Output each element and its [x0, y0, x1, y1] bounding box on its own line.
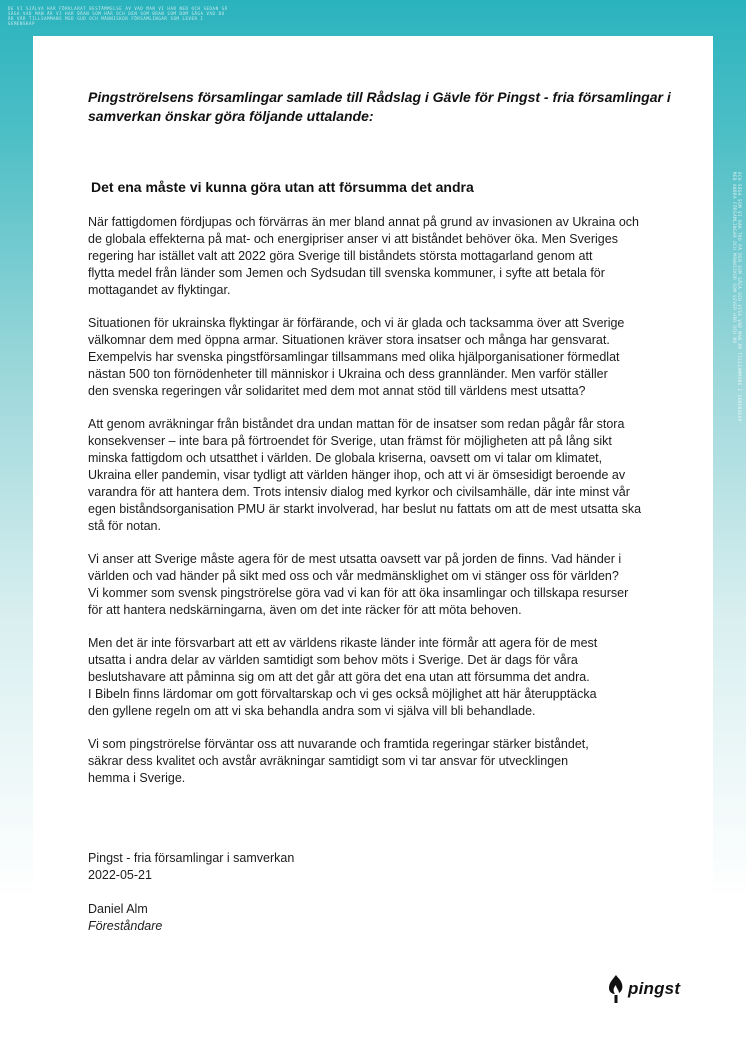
body-line: Situationen för ukrainska flyktingar är förfärande, och vi är glada och tacksamma över att Sverige: [88, 316, 625, 330]
body-line: mottagandet av flyktingar.: [88, 283, 231, 297]
signoff-organization: Pingst - fria församlingar i samverkan: [88, 851, 295, 865]
body-line: varandra för att hantera dem. Trots intensiv dialog med kyrkor och civilsamhälle, där inte minst vår: [88, 485, 630, 499]
body-line: världen och vad händer på sikt med oss och vår medmänsklighet om vi stänger oss för världen?: [88, 569, 619, 583]
body-line: nästan 500 ton förnödenheter till människor i Ukraina och dess grannländer. Men varför ställer: [88, 367, 608, 381]
body-paragraph: [88, 736, 688, 787]
body-line: Vi anser att Sverige måste agera för de mest utsatta oavsett var på jorden de finns. Vad händer i: [88, 552, 622, 566]
letter-body: [88, 214, 688, 803]
body-line: Exempelvis har svenska pingstförsamlingar tillsammans med olika hjälporganisationer förmedlat: [88, 350, 620, 364]
body-line: Att genom avräkningar från biståndet dra undan mattan för de insatser som redan pågår får stora: [88, 417, 625, 431]
signer-role: Föreståndare: [88, 919, 163, 933]
signoff-date: 2022-05-21: [88, 868, 152, 882]
body-line: utsatta i andra delar av världen samtidigt som behov möts i Sverige. Det är dags för våra: [88, 653, 578, 667]
body-line: den svenska regeringen vår solidaritet med dem mot annat stöd till världens mest utsatta?: [88, 384, 586, 398]
body-line: Men det är inte försvarbart att ett av världens rikaste länder inte förmår att agera för de mest: [88, 636, 598, 650]
body-line: beslutshavare att påminna sig om att det går att göra det ena utan att försumma det andra.: [88, 670, 590, 684]
body-line: den gyllene regeln om att vi ska behandla andra som vi själva vill bli behandlade.: [88, 704, 536, 718]
signoff-signer-block: [88, 901, 488, 935]
heading-line: samverkan önskar göra följande uttalande:: [88, 108, 374, 124]
body-line: de globala effekterna på mat- och energipriser anser vi att biståndet behöver öka. Men Sveriges: [88, 232, 618, 246]
pingst-flame-icon: [607, 974, 625, 1004]
body-line: för att hantera nedskärningarna, även om det inte räcker för att möta behoven.: [88, 603, 522, 617]
body-line: I Bibeln finns lärdomar om gott förvaltarskap och vi ges också möjlighet att här återupptäcka: [88, 687, 597, 701]
pingst-logo: [607, 972, 680, 1006]
body-line: säkrar dess kvalitet och avstår avräkningar samtidigt som vi tar ansvar för utvecklingen: [88, 754, 569, 768]
pingst-wordmark: pingst: [628, 979, 681, 998]
body-line: När fattigdomen fördjupas och förvärras än mer bland annat på grund av invasionen av Ukraina och: [88, 215, 640, 229]
body-line: minska fattigdom och utsatthet i världen. De globala kriserna, oavsett om vi talar om klimatet,: [88, 451, 603, 465]
letter-subheading: Det ena måste vi kunna göra utan att försumma det andra: [91, 179, 474, 195]
body-line: Vi kommer som svensk pingströrelse göra vad vi kan för att öka insamlingar och tillskapa resurser: [88, 586, 629, 600]
decorative-side-text: OCH SÄGA SOM VI HAR TRO PÅ DEN SOM SÄGA OCH VISA VAD MAN ÄR TILLSAMMANS I GEMENSKAP MED ANDRA FÖRSAMLINGAR OCH MÄNNISKOR SOM LEVER HÄR OCH NU: [732, 172, 742, 422]
letter-sheet: [33, 36, 713, 1056]
body-line: stå för notan.: [88, 519, 161, 533]
body-line: Ukraina eller pandemin, visar tydligt att världen hänger ihop, och att vi är ömsesidigt beroende av: [88, 468, 626, 482]
body-paragraph: [88, 416, 688, 535]
body-line: hemma i Sverige.: [88, 771, 186, 785]
body-line: egen biståndsorganisation PMU är starkt involverad, har beslut nu fattats om att de mest utsatta ska: [88, 502, 642, 516]
body-paragraph: [88, 635, 688, 720]
body-line: Vi som pingströrelse förväntar oss att nuvarande och framtida regeringar stärker biståndet,: [88, 737, 589, 751]
signoff-org-block: [88, 850, 488, 884]
body-paragraph: [88, 315, 688, 400]
letter-signoff: [88, 850, 488, 952]
letter-heading: [88, 88, 671, 126]
decorative-corner-text: DE VI SJÄLVA HAR FÖRKLARAT BESTÄMMELSE AV VAD MAN VI HAR NED OCH SEDAN SÅ SÄGA VAD MAN ÄR VI HAR BRAN SOM HÄR OCH DEN SOM BRAN SOM DOM SÄGA VAD DU ÄR VÄR TILLSAMMANS MED GUD OCH MÄNNISKOR FÖRSAMLINGAR SOM LEVER I GEMENSKAP: [8, 6, 228, 26]
body-paragraph: [88, 214, 688, 299]
signer-name: Daniel Alm: [88, 902, 148, 916]
body-line: regering har istället valt att 2022 göra Sverige till biståndets största mottagarland genom att: [88, 249, 593, 263]
body-line: välkomnar dem med öppna armar. Situationen kräver stora insatser och många har gensvarat.: [88, 333, 610, 347]
heading-line: Pingströrelsens församlingar samlade till Rådslag i Gävle för Pingst - fria församlingar i: [88, 89, 671, 105]
body-line: flytta medel från länder som Jemen och Sydsudan till svenska kommuner, i syfte att betala för: [88, 266, 605, 280]
body-paragraph: [88, 551, 688, 619]
body-line: konsekvenser – inte bara på förtroendet för Sverige, utan främst för möjligheten att på lång sikt: [88, 434, 612, 448]
